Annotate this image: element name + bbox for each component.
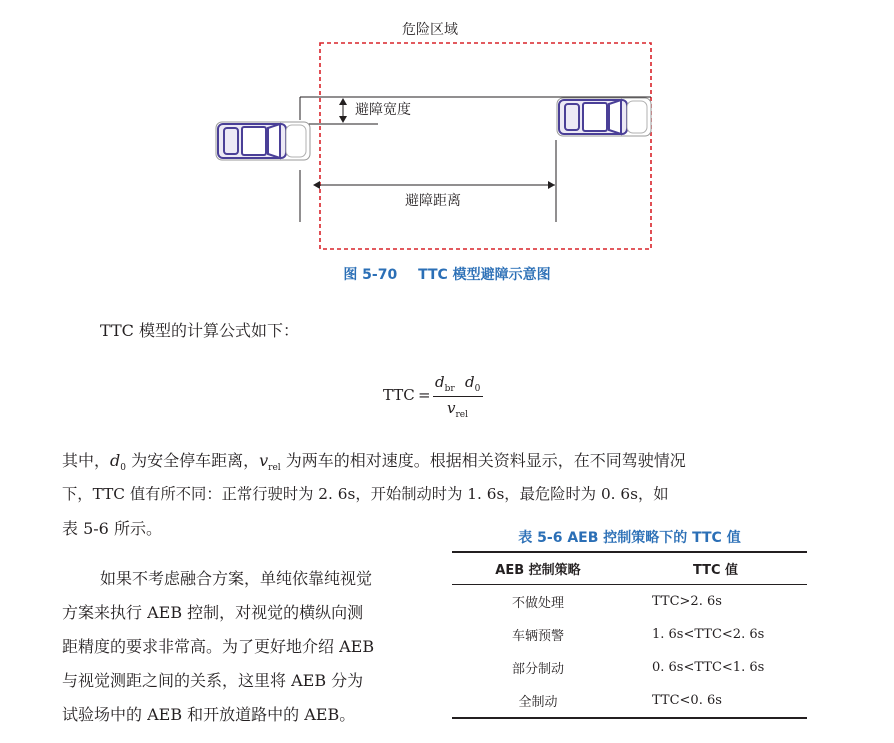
avoid-width-label: 避障宽度 [355, 102, 411, 118]
figure-caption [0, 264, 894, 284]
table-cell-strategy: 不做处理 [511, 596, 564, 611]
table-cell-ttc: TTC>2. 6s [652, 594, 722, 609]
table-cell-strategy: 全制动 [452, 684, 624, 718]
table-cell-ttc: 1. 6s<TTC<2. 6s [652, 627, 765, 642]
table-row [452, 651, 807, 684]
formula-v-rel: $v_{rel}$ [447, 399, 468, 420]
arrow-head-right [548, 181, 555, 189]
paragraph2-line2: 方案来执行 AEB 控制，对视觉的横纵向测 [62, 603, 364, 622]
ttc-avoidance-diagram [0, 0, 894, 290]
table-header-row [452, 552, 807, 585]
table-row [452, 585, 807, 619]
formula-intro: TTC 模型的计算公式如下： [100, 321, 299, 340]
paragraph2-line1: 如果不考虑融合方案，单纯依靠纯视觉 [100, 569, 373, 588]
paragraph1-line3: 表 5-6 所示。 [62, 519, 162, 538]
formula-lhs: TTC [383, 386, 415, 404]
formula-equals: = [418, 386, 431, 404]
table-cell-strategy: 部分制动 [511, 662, 564, 677]
ttc-table [452, 551, 807, 719]
figure-caption-number: 图 5-70 [343, 267, 398, 283]
paragraph2-line4: 与视觉测距之间的关系，这里将 AEB 分为 [62, 671, 364, 690]
ttc-formula [383, 373, 493, 423]
table-cell-ttc: 0. 6s<TTC<1. 6s [652, 660, 765, 675]
danger-zone-box [320, 43, 651, 249]
figure-caption-text: TTC 模型避障示意图 [418, 267, 551, 283]
table-row [452, 684, 807, 718]
ego-car-icon [216, 122, 310, 160]
table-cell-ttc: TTC<0. 6s [624, 684, 807, 718]
arrow-head-left [313, 181, 320, 189]
paragraph2-line5: 试验场中的 AEB 和开放道路中的 AEB。 [62, 705, 356, 724]
avoid-distance-label: 避障距离 [405, 193, 461, 209]
formula-d-br: $d_{br}$ [435, 373, 455, 394]
paragraph1-line1: 其中，$d_0$ 为安全停车距离，$v_{rel}$ 为两车的相对速度。根据相关资料显示，在不同驾驶情况 [62, 451, 686, 474]
fraction-bar [433, 396, 483, 397]
table-cell-strategy: 车辆预警 [511, 629, 564, 644]
paragraph2-line3: 距精度的要求非常高。为了更好地介绍 AEB [62, 637, 375, 656]
danger-zone-label: 危险区域 [402, 22, 458, 38]
paragraph1-line2: 下，TTC 值有所不同：正常行驶时为 2. 6s，开始制动时为 1. 6s，最危险时为 0. 6s，如 [62, 485, 669, 503]
obstacle-car-icon [557, 98, 651, 136]
formula-d0: $d_0$ [465, 373, 481, 394]
arrow-head-up [339, 98, 347, 105]
table-header-strategy: AEB 控制策略 [452, 552, 624, 585]
table-row [452, 618, 807, 651]
table-title: 表 5-6 AEB 控制策略下的 TTC 值 [518, 530, 741, 546]
arrow-head-down [339, 116, 347, 123]
table-header-ttc: TTC 值 [624, 552, 807, 585]
